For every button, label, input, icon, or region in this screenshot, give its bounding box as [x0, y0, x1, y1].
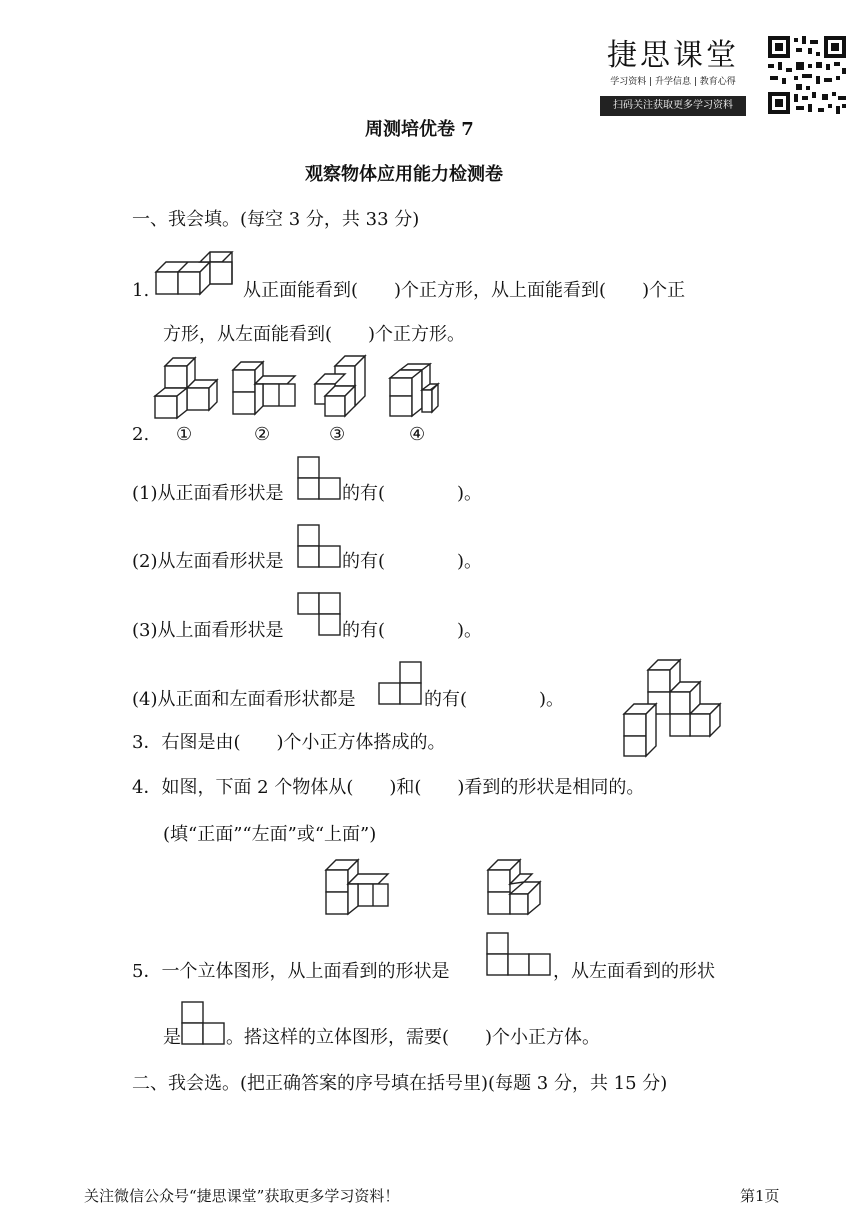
q4-text: 4．如图，下面 2 个物体从( )和( )看到的形状是相同的。 — [132, 777, 645, 798]
brand-logo — [598, 30, 748, 120]
q2-sub3-text-b: 的有( )。 — [342, 620, 483, 641]
q2-label-2: ② — [254, 424, 271, 445]
q4-figure-2 — [488, 860, 544, 916]
q2-number: 2. — [132, 424, 150, 445]
q2-sub4-text-a: (4)从正面和左面看形状都是 — [132, 689, 356, 710]
q2-figure-1 — [155, 358, 221, 422]
qr-code-icon — [766, 34, 848, 116]
q5-text-a: 5．一个立体图形，从上面看到的形状是 — [132, 961, 450, 982]
q2-sub2-text-b: 的有( )。 — [342, 551, 483, 572]
q1-text-b: 方形，从左面能看到( )个正方形。 — [163, 324, 466, 345]
q3-text: 3．右图是由( )个小正方体搭成的。 — [132, 732, 446, 753]
brand-tags: 学习资料 | 升学信息 | 教育心得 — [610, 77, 736, 87]
q1-text-a: 从正面能看到( )个正方形，从上面能看到( )个正 — [243, 280, 686, 301]
q2-sub3-text-a: (3)从上面看形状是 — [132, 620, 284, 641]
q4-hint: (填“正面”“左面”或“上面”) — [163, 824, 377, 845]
page-title: 周测培优卷 7 — [365, 119, 474, 140]
q5-left-view-shape — [182, 1002, 226, 1046]
q2-sub3-shape — [298, 593, 342, 637]
q2-sub2-text-a: (2)从左面看形状是 — [132, 551, 284, 572]
q2-sub4-shape — [379, 662, 423, 706]
q4-figure-1 — [326, 860, 392, 916]
q2-label-1: ① — [176, 424, 193, 445]
q2-figure-4 — [390, 364, 446, 420]
q3-cube-figure — [624, 660, 724, 758]
q1-cube-figure — [156, 250, 242, 296]
q5-text-d: 。搭这样的立体图形，需要( )个小正方体。 — [226, 1027, 601, 1048]
section2-heading: 二、我会选。(把正确答案的序号填在括号里)(每题 3 分，共 15 分) — [132, 1073, 668, 1094]
q2-label-4: ④ — [409, 424, 426, 445]
page-number: 第1页 — [740, 1187, 780, 1205]
q5-top-view-shape — [487, 933, 553, 977]
brand-title: 捷思课堂 — [607, 38, 739, 73]
footer-left: 关注微信公众号“捷思课堂”获取更多学习资料！ — [84, 1187, 400, 1205]
q2-sub2-shape — [298, 525, 342, 569]
q2-figure-3 — [311, 356, 373, 420]
section1-heading: 一、我会填。(每空 3 分，共 33 分) — [132, 209, 420, 230]
q5-text-b: ，从左面看到的形状 — [553, 961, 715, 982]
q2-sub1-text-a: (1)从正面看形状是 — [132, 483, 284, 504]
page-subtitle: 观察物体应用能力检测卷 — [305, 164, 503, 185]
brand-bar: 扫码关注获取更多学习资料 — [600, 96, 746, 116]
q2-figure-2 — [233, 362, 299, 418]
q2-sub4-text-b: 的有( )。 — [424, 689, 565, 710]
q2-label-3: ③ — [329, 424, 346, 445]
q1-number: 1. — [132, 280, 150, 301]
q5-text-c: 是 — [163, 1027, 181, 1048]
q2-sub1-text-b: 的有( )。 — [342, 483, 483, 504]
q2-sub1-shape — [298, 457, 342, 501]
